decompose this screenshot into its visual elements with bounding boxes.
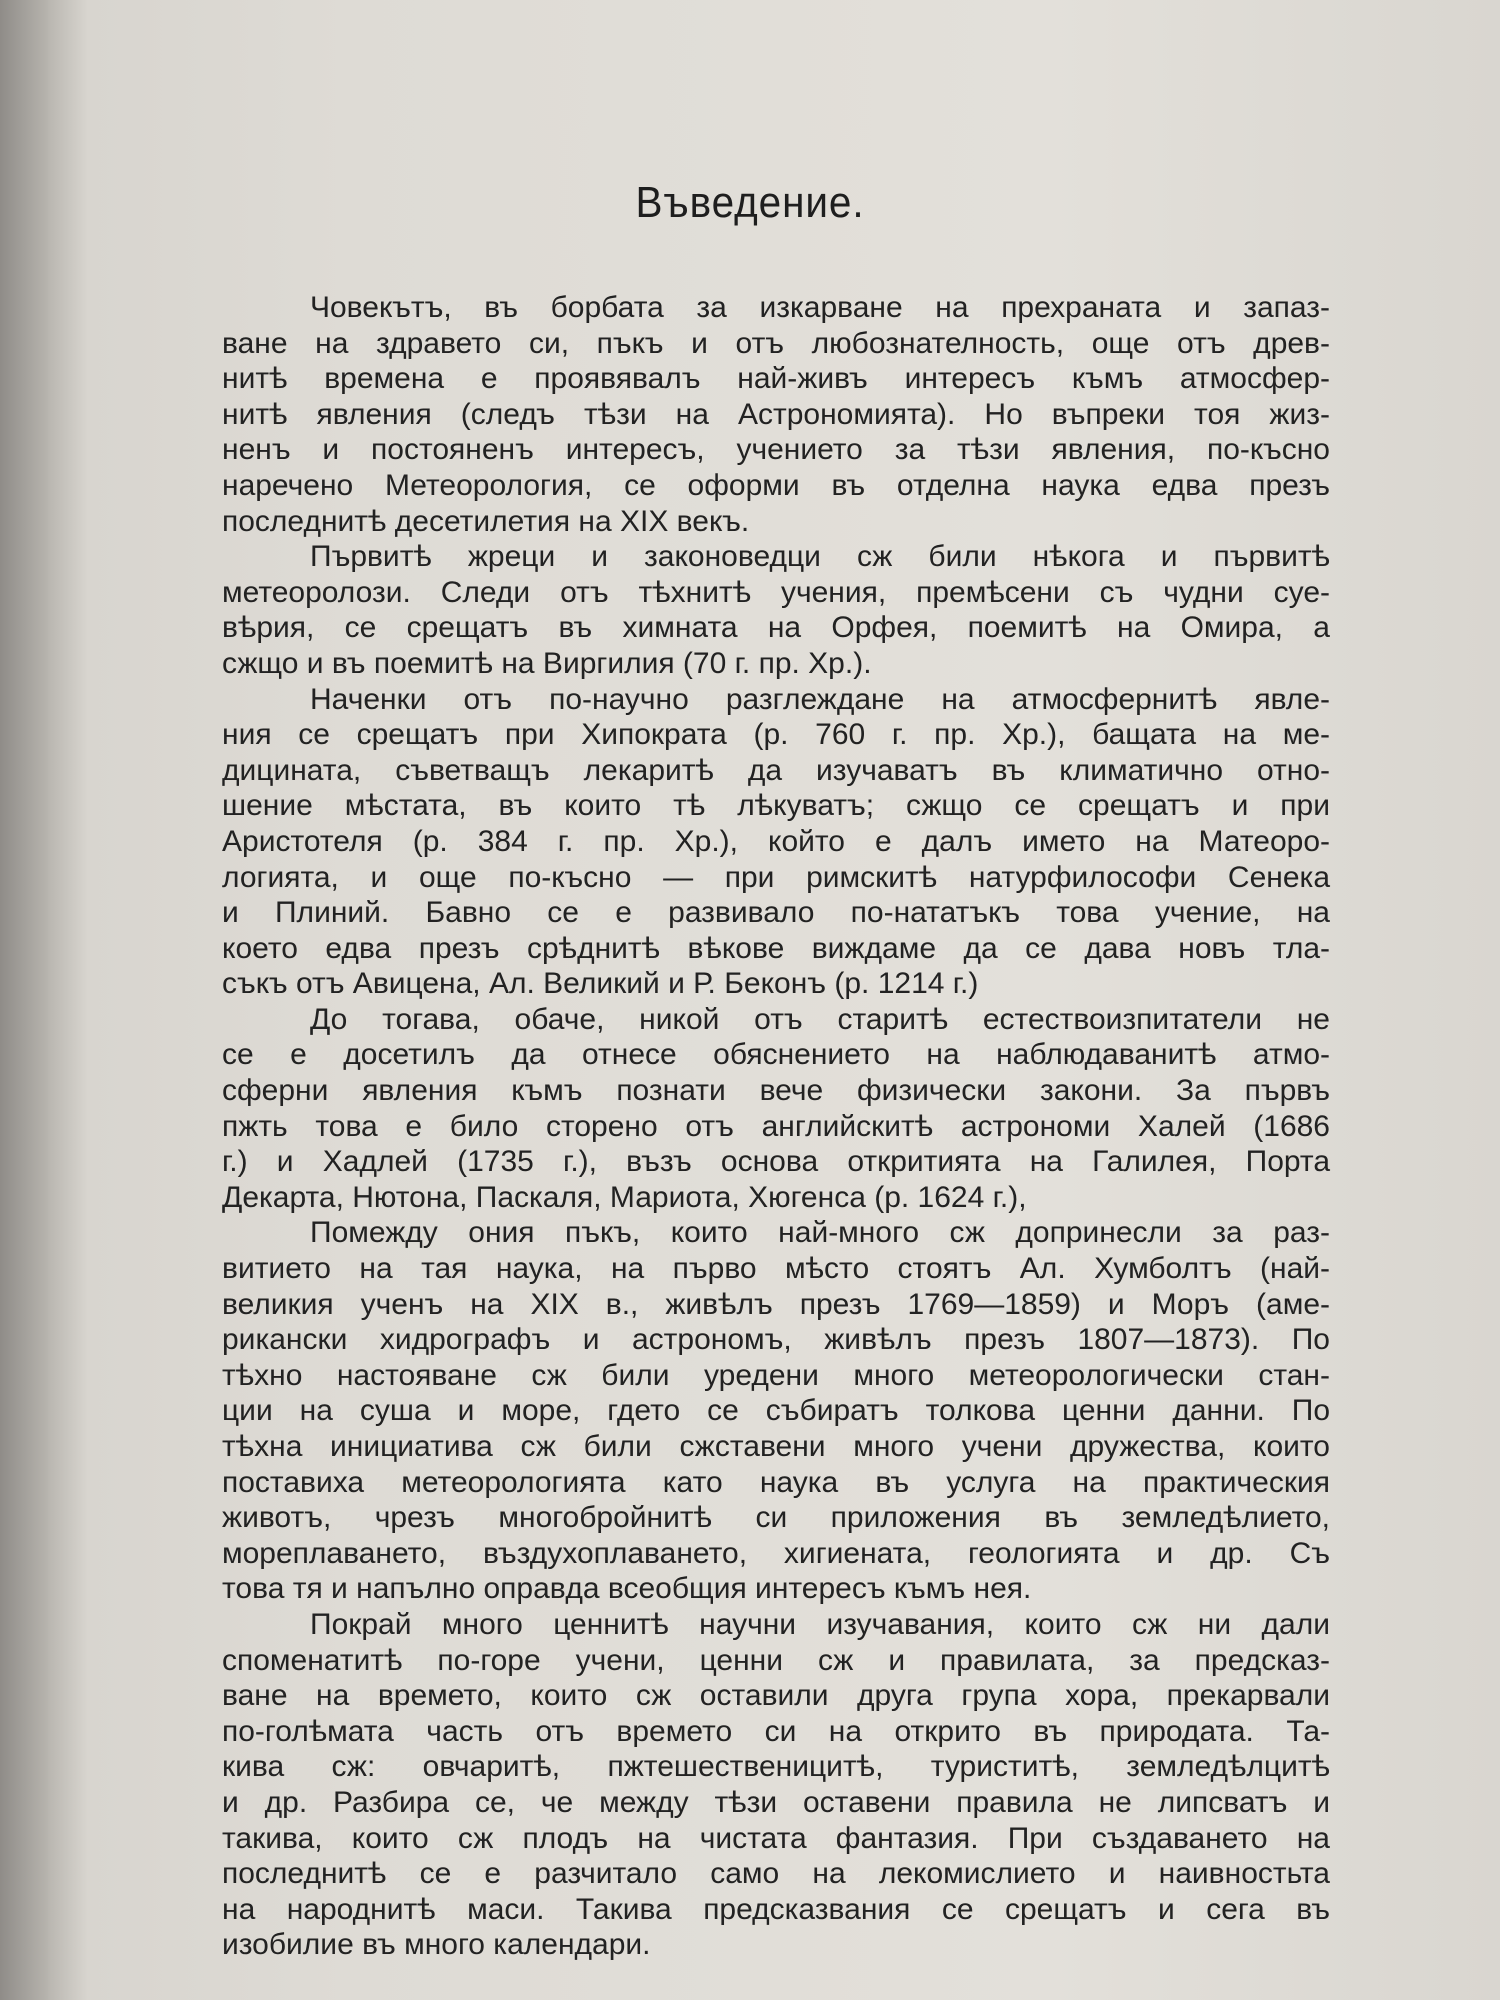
text-line: изобилие въ много календари.: [222, 1928, 651, 1962]
text-line: нитѣ времена е проявявалъ най-живъ интересъ къмъ атмосфер-: [222, 362, 1330, 396]
text-line: сферни явления къмъ познати вече физически закони. За първъ: [222, 1074, 1330, 1108]
paragraph: [222, 1607, 1330, 1963]
text-line: ненъ и постояненъ интересъ, учението за тѣзи явления, по-късно: [222, 433, 1330, 467]
text-line: споменатитѣ по-горе учени, ценни сж и правилата, за предсказ-: [222, 1643, 1330, 1677]
text-line: Помежду ония пъкъ, които най-много сж допринесли за раз-: [310, 1216, 1330, 1250]
paragraph: [222, 1002, 1330, 1216]
book-binding-edge: [0, 0, 48, 2000]
text-line: такива, които сж плодъ на чистата фантазия. При създаването на: [222, 1821, 1330, 1855]
text-line: витието на тая наука, на първо мѣсто стоятъ Ал. Хумболтъ (най-: [222, 1252, 1330, 1286]
text-line: Човекътъ, въ борбата за изкарване на прехраната и запаз-: [310, 291, 1330, 324]
text-line: Аристотеля (р. 384 г. пр. Хр.), който е далъ името на Матеоро-: [222, 824, 1330, 858]
text-line: което едва презъ срѣднитѣ вѣкове виждаме да се дава новъ тла-: [222, 931, 1330, 965]
text-line: ване на времето, които сж оставили друга група хора, прекарвали: [222, 1679, 1330, 1713]
text-line: Наченки отъ по-научно разглеждане на атмосфернитѣ явле-: [310, 682, 1330, 716]
text-line: ния се срещатъ при Хипократа (р. 760 г. пр. Хр.), бащата на ме-: [222, 718, 1330, 752]
text-line: кива сж: овчаритѣ, пжтешественицитѣ, туриститѣ, земледѣлцитѣ: [222, 1750, 1330, 1784]
text-line: се е досетилъ да отнесе обяснението на наблюдаванитѣ атмо-: [222, 1038, 1330, 1072]
text-line: нитѣ явления (следъ тѣзи на Астрономията). Но въпреки тоя жиз-: [222, 397, 1330, 431]
paragraph: [222, 539, 1330, 681]
page-title: Въведение.: [635, 178, 865, 227]
text-line: мореплаването, въздухоплаването, хигиената, геологията и др. Съ: [222, 1536, 1330, 1570]
text-line: г.) и Хадлей (1735 г.), възъ основа откритията на Галилея, Порта: [222, 1145, 1330, 1179]
text-line: тѣхна инициатива сж били сжставени много учени дружества, които: [222, 1430, 1330, 1463]
text-line: животъ, чрезъ многобройнитѣ си приложения въ земледѣлието,: [222, 1501, 1330, 1535]
text-line: великия ученъ на XIX в., живѣлъ презъ 1769—1859) и Моръ (аме-: [222, 1287, 1330, 1321]
text-line: наречено Метеорология, се оформи въ отделна наука едва презъ: [222, 468, 1330, 502]
text-line: тѣхно настояване сж били уредени много метеорологически стан-: [222, 1358, 1330, 1392]
text-line: последнитѣ се е разчитало само на лекомислието и наивностьта: [222, 1857, 1330, 1891]
text-line: на народнитѣ маси. Такива предсказвания се срещатъ и сега въ: [222, 1892, 1330, 1926]
paragraph: [222, 1215, 1330, 1607]
text-line: метеоролози. Следи отъ тѣхнитѣ учения, премѣсени съ чудни суе-: [222, 575, 1330, 609]
text-line: ване на здравето си, пъкъ и отъ любознателность, още отъ древ-: [222, 326, 1330, 360]
document-body: [222, 290, 1330, 1963]
text-line: и Плиний. Бавно се е развивало по-нататъкъ това учение, на: [222, 896, 1330, 930]
text-line: поставиха метеорологията като наука въ услуга на практическия: [222, 1465, 1330, 1499]
text-line: последнитѣ десетилетия на XIX векъ.: [222, 504, 750, 538]
text-line: шение мѣстата, въ които тѣ лѣкуватъ; сжщо се срещатъ и при: [222, 789, 1330, 823]
paragraph: [222, 290, 1330, 539]
text-line: това тя и напълно оправда всеобщия интересъ къмъ нея.: [222, 1572, 1032, 1606]
paragraph: [222, 682, 1330, 1002]
text-line: Покрай много ценнитѣ научни изучавания, които сж ни дали: [310, 1607, 1330, 1641]
text-line: дицината, съветващъ лекаритѣ да изучаватъ въ климатично отно-: [222, 753, 1330, 787]
text-line: Първитѣ жреци и законоведци сж били нѣкога и първитѣ: [310, 540, 1330, 574]
text-line: съкъ отъ Авицена, Ал. Великий и Р. Беконъ (р. 1214 г.): [222, 967, 979, 1001]
text-line: пжть това е било сторено отъ английскитѣ астрономи Халей (1686: [222, 1109, 1330, 1143]
text-line: по-голѣмата часть отъ времето си на открито въ природата. Та-: [222, 1714, 1330, 1748]
text-line: и др. Разбира се, че между тѣзи оставени правила не липсватъ и: [222, 1785, 1330, 1819]
text-line: сжщо и въ поемитѣ на Виргилия (70 г. пр. Хр.).: [222, 646, 872, 680]
text-line: логията, и още по-късно — при римскитѣ натурфилософи Сенека: [222, 860, 1330, 894]
text-line: рикански хидрографъ и астрономъ, живѣлъ презъ 1807—1873). По: [222, 1323, 1330, 1357]
text-line: До тогава, обаче, никой отъ старитѣ естествоизпитатели не: [310, 1002, 1330, 1036]
text-line: Декарта, Нютона, Паскаля, Мариота, Хюгенса (р. 1624 г.),: [222, 1180, 1027, 1214]
text-line: ции на суша и море, гдето се събиратъ толкова ценни данни. По: [222, 1394, 1330, 1428]
text-line: вѣрия, се срещатъ въ химната на Орфея, поемитѣ на Омира, а: [222, 611, 1330, 645]
